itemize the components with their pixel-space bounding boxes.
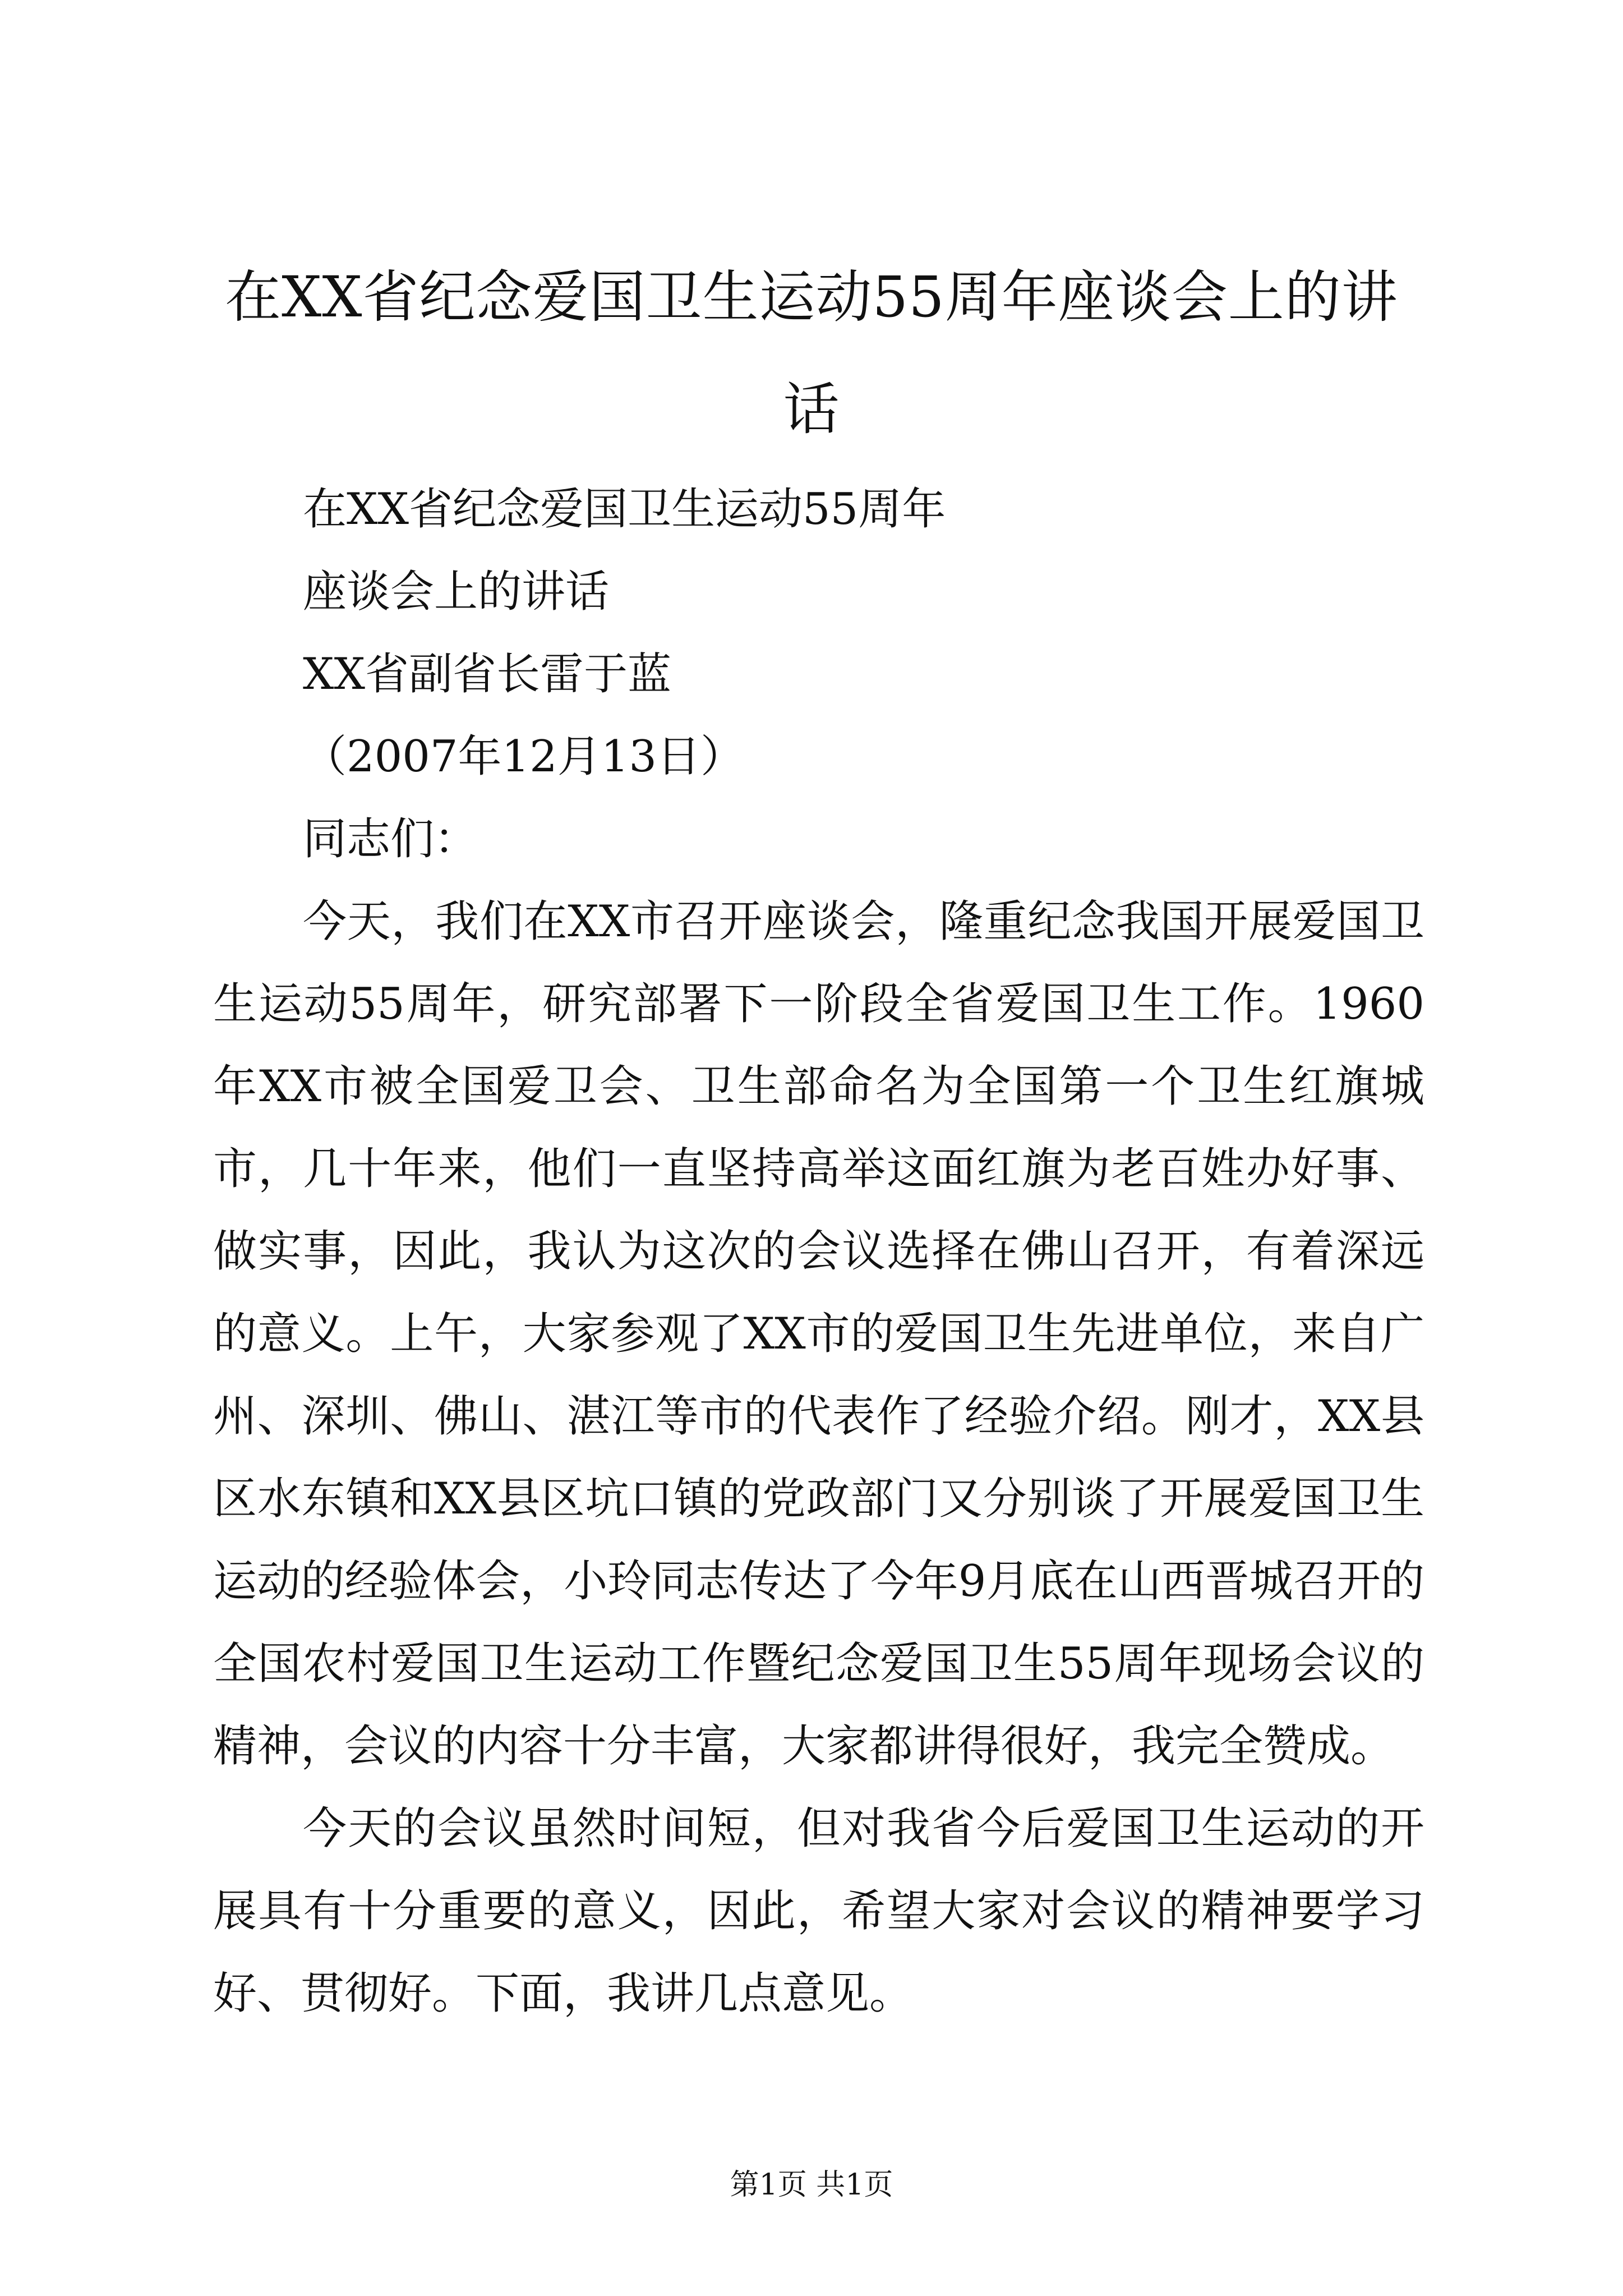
- salutation: 同志们：: [303, 814, 478, 864]
- date-line: （2007年12月13日）: [303, 731, 745, 782]
- document-title: 在XX省纪念爱国卫生运动55周年座谈会上的讲话: [225, 264, 1398, 442]
- paragraph-2: 今天的会议虽然时间短，但对我省今后爱国卫生运动的开展具有十分重要的意义，因此，希望大家对会议的精神要学习好、贯彻好。下面，我讲几点意见。: [213, 1803, 1424, 2019]
- heading-line-1: 在XX省纪念爱国卫生运动55周年: [303, 484, 946, 535]
- heading-line-2: 座谈会上的讲话: [303, 567, 610, 617]
- page-footer: 第1页 共1页: [730, 2168, 893, 2202]
- speaker-line: XX省副省长雷于蓝: [303, 649, 672, 700]
- paragraph-1: 今天，我们在XX市召开座谈会，隆重纪念我国开展爱国卫生运动55周年，研究部署下一阶段全省爱国卫生工作。1960年XX市被全国爱卫会、卫生部命名为全国第一个卫生红旗城市，几十年来，他们一直坚持高举这面红旗为老百姓办好事、做实事，因此，我认为这次的会议选择在佛山召开，有着深远的意义。上午，大家参观了XX市的爱国卫生先进单位，来自广州、深圳、佛山、湛江等市的代表作了经验介绍。刚才，XX县区水东镇和XX县区坑口镇的党政部门又分别谈了开展爱国卫生运动的经验体会，小玲同志传达了今年9月底在山西晋城召开的全国农村爱国卫生运动工作暨纪念爱国卫生55周年现场会议的精神，会议的内容十分丰富，大家都讲得很好，我完全赞成。: [213, 896, 1424, 1772]
- document-body: [213, 468, 1424, 2035]
